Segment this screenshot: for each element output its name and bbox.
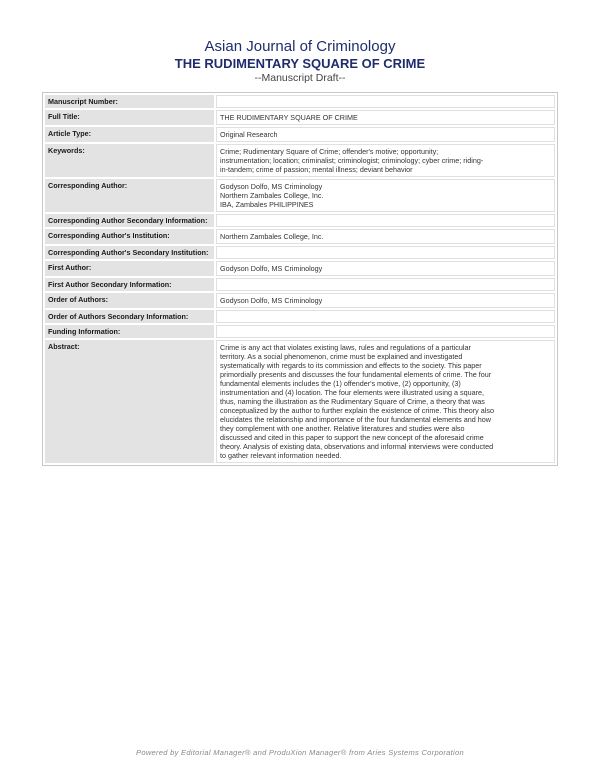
value-line: Godyson Dolfo, MS Criminology [220, 182, 323, 191]
submission-table [42, 92, 558, 466]
document-header [0, 38, 600, 84]
manuscript-title: THE RUDIMENTARY SQUARE OF CRIME [174, 56, 426, 71]
field-label: Full Title: [45, 110, 214, 125]
submission-rows [45, 95, 555, 463]
table-row [45, 229, 555, 244]
field-value [216, 340, 555, 463]
value-line: systematically with regards to its commission and effects to the society. This paper [220, 361, 482, 370]
field-value [216, 325, 555, 338]
table-row [45, 110, 555, 125]
table-row [45, 214, 555, 227]
value-line: conceptualized by the author to further explain the existence of crime. This theory also [220, 406, 494, 415]
value-line: IBA, Zambales PHILIPPINES [220, 200, 314, 209]
table-row [45, 179, 555, 212]
table-row [45, 127, 555, 142]
value-line: Godyson Dolfo, MS Criminology [220, 296, 323, 305]
table-row [45, 144, 555, 177]
field-label: First Author: [45, 261, 214, 276]
value-line: THE RUDIMENTARY SQUARE OF CRIME [220, 113, 358, 122]
field-label: Corresponding Author's Institution: [45, 229, 214, 244]
footer-text: Powered by Editorial Manager® and ProduXion Manager® from Aries Systems Corporation [136, 748, 464, 757]
value-line: theory. Analysis of existing data, observations and informal interviews were conducted [220, 442, 494, 451]
field-label: Corresponding Author's Secondary Institution: [45, 246, 214, 259]
table-row [45, 325, 555, 338]
table-row [45, 246, 555, 259]
table-row [45, 293, 555, 308]
value-line: Crime; Rudimentary Square of Crime; offender's motive; opportunity; [220, 147, 439, 156]
field-label: Corresponding Author: [45, 179, 214, 212]
draft-label: --Manuscript Draft-- [254, 72, 346, 84]
field-value [216, 229, 555, 244]
value-line: Original Research [220, 130, 278, 139]
field-label: Manuscript Number: [45, 95, 214, 108]
value-line: instrumentation; location; criminalist; criminologist; criminology; cyber crime; riding- [220, 156, 484, 165]
value-line: to gather relevant information needed. [220, 451, 342, 460]
field-value [216, 95, 555, 108]
value-line: thus, naming the illustration as the Rudimentary Square of Crime, a theory that was [220, 397, 485, 406]
table-row [45, 261, 555, 276]
field-value [216, 214, 555, 227]
value-line: fundamental elements includes the (1) offender's motive, (2) opportunity, (3) [220, 379, 461, 388]
field-label: Corresponding Author Secondary Information: [45, 214, 214, 227]
value-line: Crime is any act that violates existing laws, rules and regulations of a particular [220, 343, 471, 352]
table-row [45, 340, 555, 463]
field-label: Keywords: [45, 144, 214, 177]
value-line: primordially presents and discusses the four fundamental elements of crime. The four [220, 370, 492, 379]
field-label: Order of Authors Secondary Information: [45, 310, 214, 323]
field-value [216, 246, 555, 259]
field-value [216, 127, 555, 142]
field-value [216, 310, 555, 323]
value-line: in-tandem; crime of passion; mental illness; deviant behavior [220, 165, 413, 174]
table-row [45, 278, 555, 291]
value-line: elucidates the relationship and importance of the four fundamental elements and how [220, 415, 491, 424]
value-line: discussed and cited in this paper to support the new concept of the aforesaid crime [220, 433, 484, 442]
field-value [216, 179, 555, 212]
field-value [216, 144, 555, 177]
value-line: Northern Zambales College, Inc. [220, 232, 324, 241]
field-label: First Author Secondary Information: [45, 278, 214, 291]
value-line: Godyson Dolfo, MS Criminology [220, 264, 323, 273]
table-row [45, 95, 555, 108]
field-label: Funding Information: [45, 325, 214, 338]
field-value [216, 293, 555, 308]
value-line: they complement with one another. Relative literatures and studies were also [220, 424, 465, 433]
field-label: Article Type: [45, 127, 214, 142]
field-value [216, 278, 555, 291]
field-label: Order of Authors: [45, 293, 214, 308]
value-line: instrumentation and (4) location. The four elements were illustrated using a square, [220, 388, 484, 397]
journal-name: Asian Journal of Criminology [204, 38, 396, 55]
value-line: Northern Zambales College, Inc. [220, 191, 324, 200]
field-value [216, 110, 555, 125]
field-value [216, 261, 555, 276]
value-line: territory. As a social phenomenon, crime must be explained and investigated [220, 352, 463, 361]
field-label: Abstract: [45, 340, 214, 463]
table-row [45, 310, 555, 323]
